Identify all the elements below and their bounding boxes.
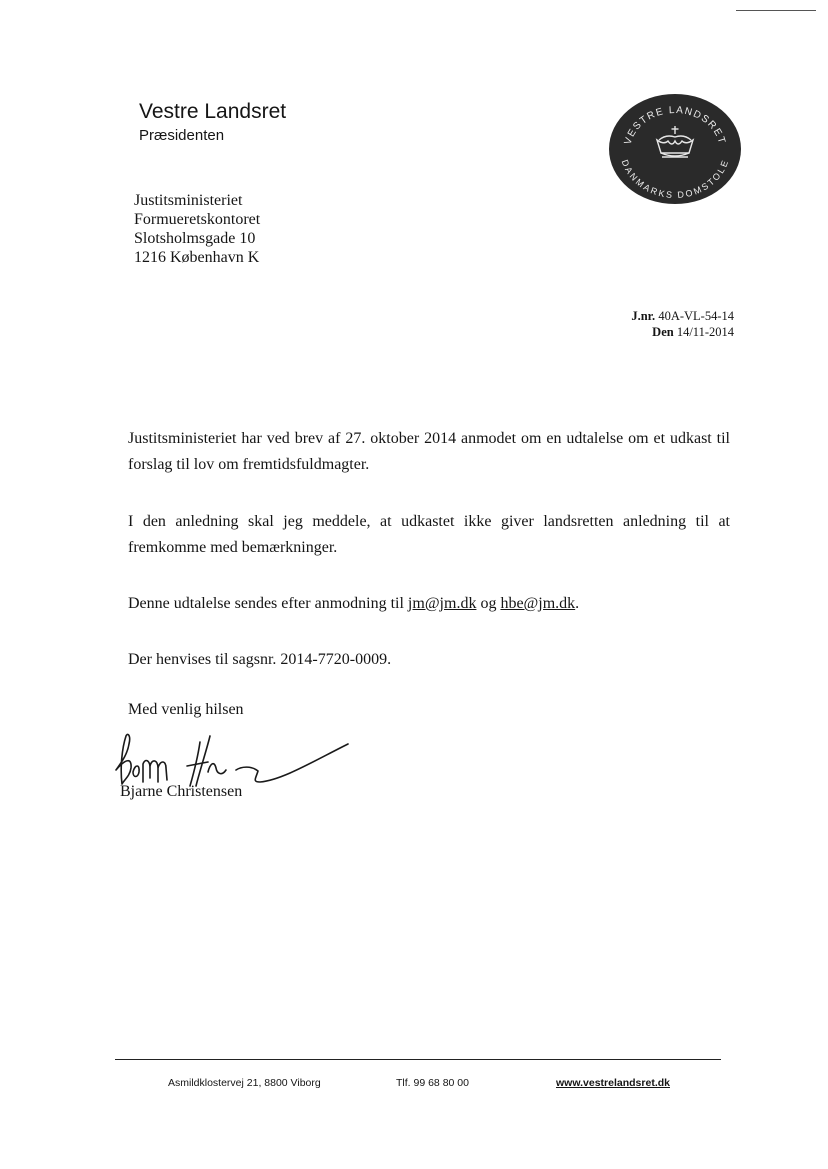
journal-number-label: J.nr. xyxy=(631,309,656,323)
recipient-line: Slotsholmsgade 10 xyxy=(134,230,256,247)
body-paragraph-response: I den anledning skal jeg meddele, at udkastet ikke giver landsretten anledning til at fremkomme med bemærkninger. xyxy=(128,513,730,556)
journal-number xyxy=(631,308,734,324)
handwritten-signature xyxy=(112,728,352,814)
court-seal xyxy=(608,93,742,205)
email-link-jm[interactable]: jm@jm.dk xyxy=(407,595,477,612)
letter-date xyxy=(631,324,734,340)
letter-date-value: 14/11-2014 xyxy=(676,325,734,339)
top-edge-rule xyxy=(736,10,816,11)
distribution-period: . xyxy=(575,595,580,612)
recipient-line: Justitsministeriet xyxy=(134,192,243,209)
recipient-line: Formueretskontoret xyxy=(134,211,261,228)
footer-website-link[interactable]: www.vestrelandsret.dk xyxy=(556,1077,670,1089)
footer-address: Asmildklostervej 21, 8800 Viborg xyxy=(168,1077,321,1089)
closing-greeting: Med venlig hilsen xyxy=(128,701,244,718)
reference-block xyxy=(631,308,734,340)
seal-bottom-text: DANMARKS DOMSTOLE xyxy=(619,158,731,201)
body-paragraph-distribution xyxy=(128,591,730,617)
distribution-and: og xyxy=(480,595,497,612)
distribution-text: Denne udtalelse sendes efter anmodning til xyxy=(128,595,404,612)
journal-number-value: 40A-VL-54-14 xyxy=(658,309,734,323)
court-role: Præsidenten xyxy=(139,127,225,144)
seal-top-text: VESTRE LANDSRET xyxy=(622,104,728,147)
footer-rule xyxy=(115,1059,721,1060)
footer-phone: Tlf. 99 68 80 00 xyxy=(396,1077,469,1089)
letter-date-label: Den xyxy=(652,325,674,339)
signer-name: Bjarne Christensen xyxy=(120,783,243,800)
email-link-hbe[interactable]: hbe@jm.dk xyxy=(500,595,576,612)
recipient-line: 1216 København K xyxy=(134,249,260,266)
court-name: Vestre Landsret xyxy=(139,100,287,123)
body-paragraph-case-reference: Der henvises til sagsnr. 2014-7720-0009. xyxy=(128,651,392,668)
body-paragraph-request: Justitsministeriet har ved brev af 27. oktober 2014 anmodet om en udtalelse om et udkast til forslag til lov om fremtidsfuldmagter. xyxy=(128,430,730,473)
